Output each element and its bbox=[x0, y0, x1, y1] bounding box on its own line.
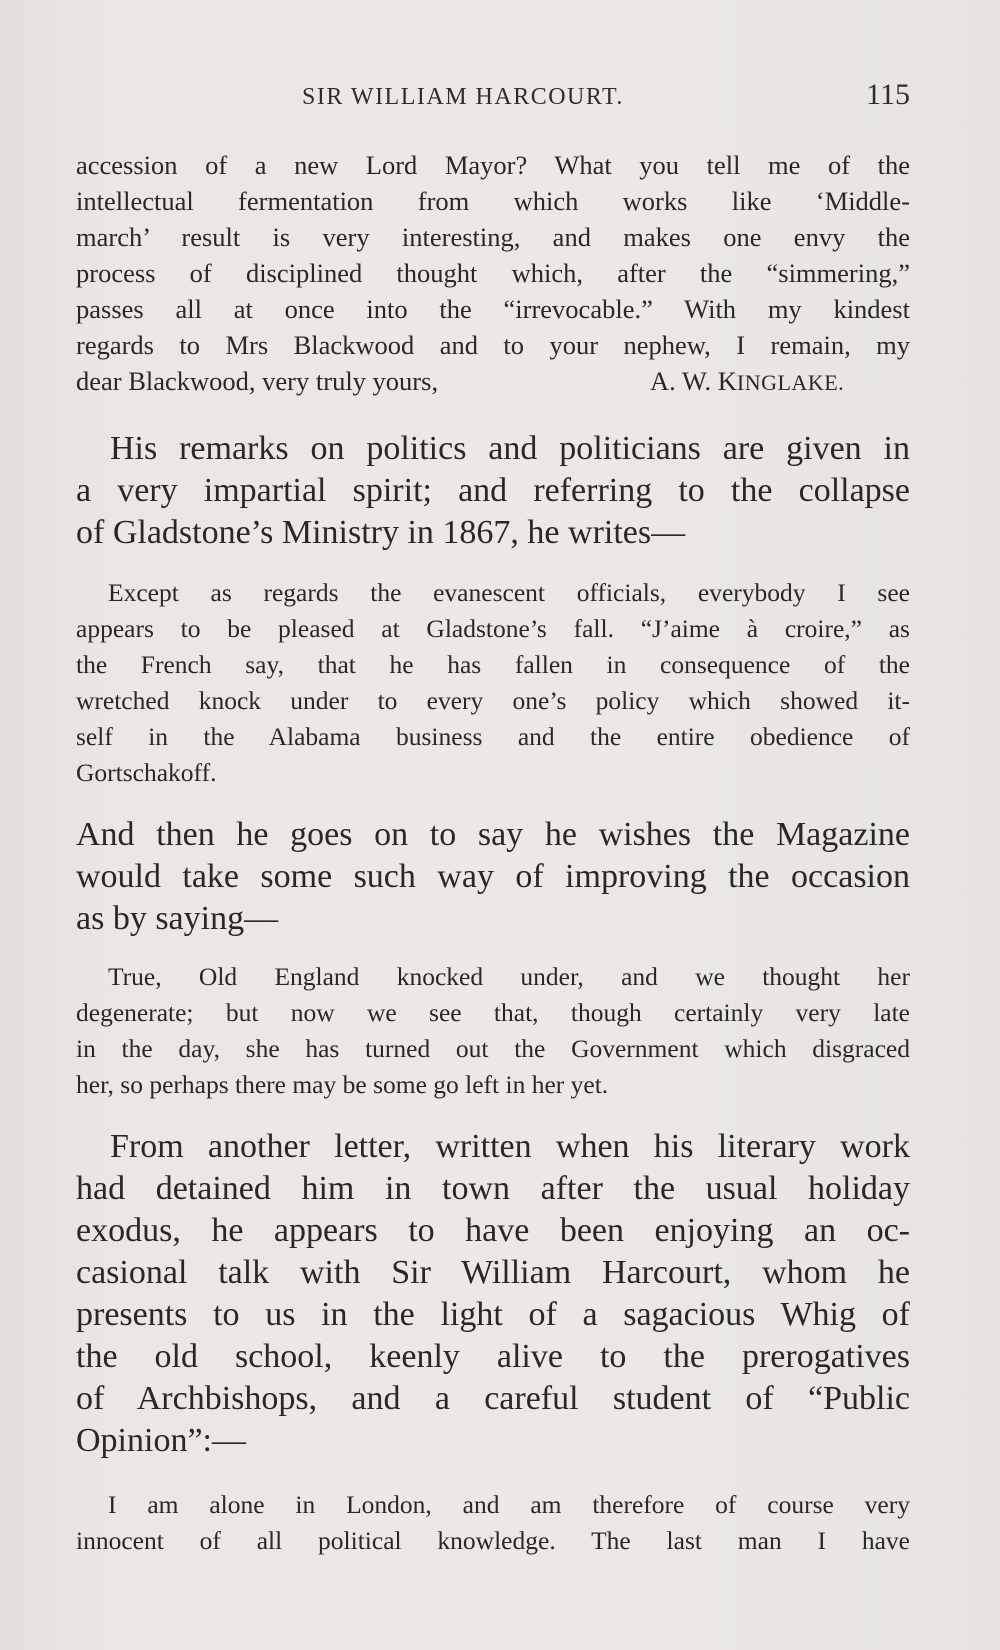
text-line: march’ result is very interesting, and makes one envy the bbox=[76, 222, 910, 252]
text-line: Except as regards the evanescent officials, everybody I see bbox=[108, 578, 910, 607]
signature-initials: A. W. K bbox=[650, 366, 737, 396]
text-line: His remarks on politics and politicians are given in bbox=[110, 430, 910, 467]
text-line: And then he goes on to say he wishes the Magazine bbox=[76, 816, 910, 853]
text-line: regards to Mrs Blackwood and to your nephew, I remain, my bbox=[76, 330, 910, 360]
page-header bbox=[76, 78, 910, 118]
text-line: exodus, he appears to have been enjoying an oc- bbox=[76, 1212, 910, 1249]
text-line: wretched knock under to every one’s policy which showed it- bbox=[76, 686, 910, 715]
text-line: presents to us in the light of a sagacious Whig of bbox=[76, 1296, 910, 1333]
text-line: From another letter, written when his literary work bbox=[110, 1128, 910, 1165]
text-line: process of disciplined thought which, after the “simmering,” bbox=[76, 258, 910, 288]
text-line: in the day, she has turned out the Government which disgraced bbox=[76, 1034, 910, 1063]
text-line: of Archbishops, and a careful student of “Public bbox=[76, 1380, 910, 1417]
text-line: degenerate; but now we see that, though certainly very late bbox=[76, 998, 910, 1027]
text-line: True, Old England knocked under, and we thought her bbox=[108, 962, 910, 991]
closing-salutation: dear Blackwood, very truly yours, bbox=[76, 366, 439, 396]
text-line: Opinion”:— bbox=[76, 1422, 246, 1459]
text-line: her, so perhaps there may be some go left in her yet. bbox=[76, 1070, 609, 1099]
text-line: innocent of all political knowledge. The last man I have bbox=[76, 1526, 910, 1555]
text-line: would take some such way of improving the occasion bbox=[76, 858, 910, 895]
text-line: as by saying— bbox=[76, 900, 279, 937]
text-line: passes all at once into the “irrevocable.” With my kindest bbox=[76, 294, 910, 324]
text-line: the French say, that he has fallen in consequence of the bbox=[76, 650, 910, 679]
text-line: I am alone in London, and am therefore of course very bbox=[108, 1490, 910, 1519]
text-line: a very impartial spirit; and referring to the collapse bbox=[76, 472, 910, 509]
letter-signature bbox=[650, 366, 844, 397]
text-line: the old school, keenly alive to the prerogatives bbox=[76, 1338, 910, 1375]
text-line: of Gladstone’s Ministry in 1867, he writes— bbox=[76, 514, 686, 551]
text-line: had detained him in town after the usual holiday bbox=[76, 1170, 910, 1207]
text-line: appears to be pleased at Gladstone’s fall. “J’aime à croire,” as bbox=[76, 614, 910, 643]
signature-small-caps: INGLAKE. bbox=[736, 370, 845, 395]
text-line: casional talk with Sir William Harcourt, whom he bbox=[76, 1254, 910, 1291]
text-line: self in the Alabama business and the entire obedience of bbox=[76, 722, 910, 751]
text-line: intellectual fermentation from which works like ‘Middle- bbox=[76, 186, 910, 216]
running-head: SIR WILLIAM HARCOURT. bbox=[302, 84, 624, 110]
text-line: accession of a new Lord Mayor? What you tell me of the bbox=[76, 150, 910, 180]
text-line: Gortschakoff. bbox=[76, 758, 217, 787]
page-number: 115 bbox=[866, 78, 910, 111]
